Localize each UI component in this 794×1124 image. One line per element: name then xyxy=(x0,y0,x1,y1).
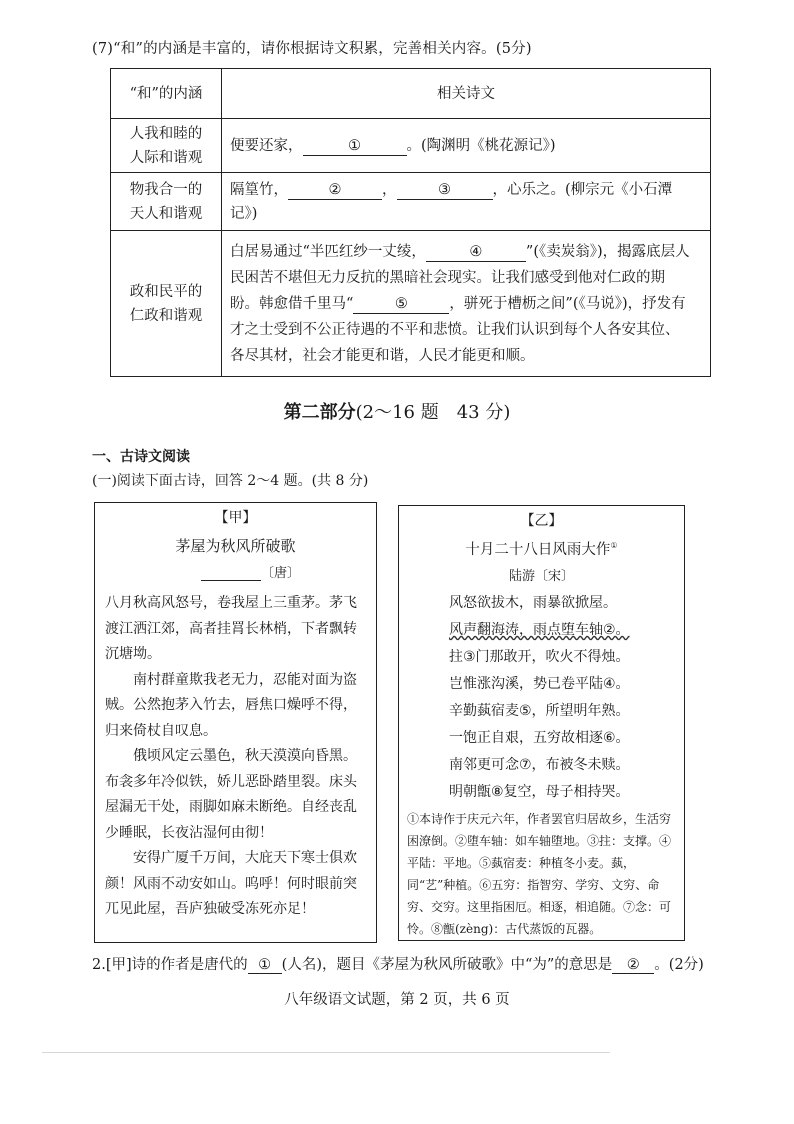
poem-line: 辛勤蓺宿麦⑤，所望明年熟。 xyxy=(449,703,630,719)
poem-a-box xyxy=(94,502,377,943)
fill-blank-3[interactable]: ③ xyxy=(397,181,493,200)
row-content: 白居易通过“半匹红纱一丈绫， ④ ”(《卖炭翁》)，揭露底层人 民困苦不堪但无力反抗的黑暗社会现实。让我们感受到他对仁政的期 盼。韩愈借千里马“ ⑤ ，骈死于槽枥之间”(《马说》)，抒发有 才之士受到不公正待遇的不平和悲愤。让我们认识到每个人各安其位、 各尽其材，社会才能更和谐，人民才能更和顺。 xyxy=(222,231,711,377)
poem-a-paragraph: 八月秋高风怒号，卷我屋上三重茅。茅飞渡江洒江郊，高者挂罥长林梢，下者飘转沉塘坳。 xyxy=(105,595,357,662)
row-content: 便要还家， ① 。(陶渊明《桃花源记》) xyxy=(222,119,711,173)
author-blank xyxy=(201,566,261,581)
poem-a-paragraph: 安得广厦千万间，大庇天下寒士俱欢颜！风雨不动安如山。呜呼！何时眼前突兀见此屋，吾庐独破受冻死亦足！ xyxy=(105,850,357,917)
row-label: 人我和睦的 人际和谐观 xyxy=(111,119,222,173)
poem-line-underlined: 风声翻海涛，雨点堕车轴②。 xyxy=(449,622,630,638)
table-row xyxy=(111,231,711,377)
poem-line: 明朝甑⑧复空，母子相持哭。 xyxy=(449,784,630,800)
part-two-heading: 第二部分(2～16 题 43 分) xyxy=(283,402,511,423)
poem-b-body xyxy=(449,590,684,806)
poem-a-tag: 【甲】 xyxy=(214,510,257,526)
divider xyxy=(42,1052,610,1053)
poem-b-box xyxy=(398,505,685,941)
page-footer: 八年级语文试题，第 2 页，共 6 页 xyxy=(284,992,510,1008)
table-row xyxy=(111,119,711,173)
header-col1: “和”的内涵 xyxy=(111,69,222,119)
q2-blank-1[interactable]: ① xyxy=(248,957,282,974)
fill-blank-2[interactable]: ② xyxy=(288,181,382,200)
poem-b-title: 十月二十八日风雨大作① xyxy=(465,541,618,558)
subsection-instructions: (一)阅读下面古诗，回答 2～4 题。(共 8 分) xyxy=(92,473,369,489)
q2-blank-2[interactable]: ② xyxy=(612,957,654,974)
poem-a-body xyxy=(105,591,366,923)
row-label: 物我合一的 天人和谐观 xyxy=(111,173,222,231)
row-label: 政和民平的 仁政和谐观 xyxy=(111,231,222,377)
question-7: (7)“和”的内涵是丰富的，请你根据诗文积累，完善相关内容。(5分) xyxy=(92,41,532,57)
fill-blank-5[interactable]: ⑤ xyxy=(353,295,449,314)
row-content: 隔篁竹， ② ， ③ ，心乐之。(柳宗元《小石潭 记》) xyxy=(222,173,711,231)
poem-line: 风怒欲拔木，雨暴欲掀屋。 xyxy=(449,595,617,611)
poem-a-paragraph: 俄顷风定云墨色，秋天漠漠向昏黑。布衾多年冷似铁，娇儿恶卧踏里裂。床头屋漏无干处，雨脚如麻未断绝。自经丧乱少睡眠，长夜沾湿何由彻！ xyxy=(105,748,357,841)
section-heading: 一、古诗文阅读 xyxy=(92,449,190,465)
fill-blank-4[interactable]: ④ xyxy=(426,243,526,262)
question-2: 2.[甲]诗的作者是唐代的 ① (人名)，题目《茅屋为秋风所破歌》中“为”的意思是 ② 。(2分) xyxy=(92,957,704,973)
harmony-table xyxy=(110,68,711,377)
poem-line: 一饱正自艰，五穷故相逐⑥。 xyxy=(449,730,630,746)
poem-a-title: 茅屋为秋风所破歌 xyxy=(175,537,296,555)
poem-b-author: 陆游〔宋〕 xyxy=(508,569,574,584)
fill-blank-1[interactable]: ① xyxy=(303,137,407,156)
poem-a-paragraph: 南村群童欺我老无力，忍能对面为盗贼。公然抱茅入竹去，唇焦口燥呼不得，归来倚杖自叹息。 xyxy=(105,671,357,739)
poem-b-tag: 【乙】 xyxy=(520,513,563,529)
poem-b-notes: ①本诗作于庆元六年，作者罢官归居故乡，生活穷困潦倒。②堕车轴：如车轴堕地。③拄：支撑。④平陆：平地。⑤蓺宿麦：种植冬小麦。蓺，同“艺”种植。⑥五穷：指智穷、学穷、文穷、命穷、交穷。这里指困厄。相逐，相追随。⑦念：可怜。⑧甑(zèng)：古代蒸饭的瓦器。 xyxy=(407,812,672,936)
table-header-row xyxy=(111,69,711,119)
poem-line: 南邻更可念⑦，布被冬未赎。 xyxy=(449,757,630,773)
header-col2: 相关诗文 xyxy=(222,69,711,119)
table-row xyxy=(111,173,711,231)
poem-line: 岂惟涨沟溪，势已卷平陆④。 xyxy=(449,676,630,692)
poem-a-author-line: 〔唐〕 xyxy=(201,562,376,581)
poem-line: 拄③门那敢开，吹火不得烛。 xyxy=(449,649,630,665)
